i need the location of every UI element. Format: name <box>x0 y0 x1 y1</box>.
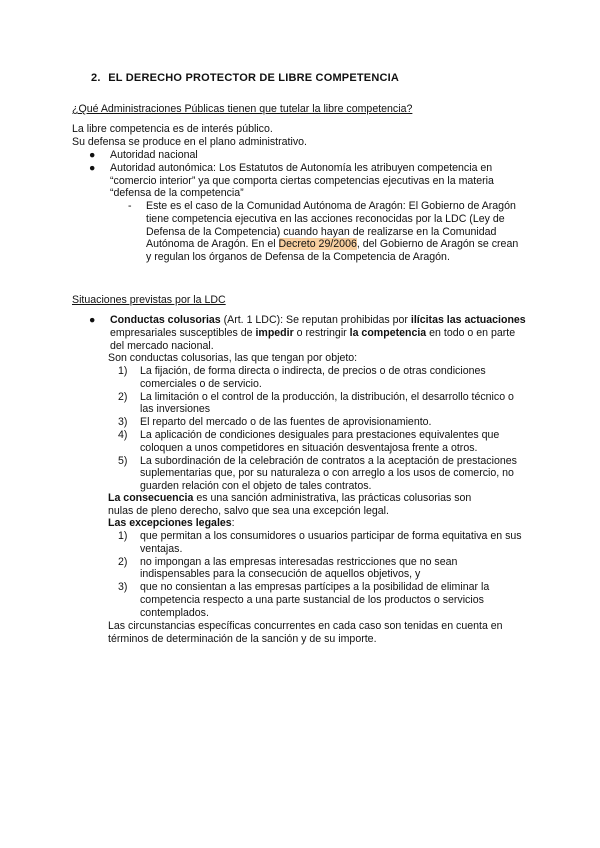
item-number: 1) <box>118 530 128 542</box>
list-item <box>72 149 532 162</box>
bullet-text: Autoridad autonómica: Los Estatutos de Autonomía les atribuyen competencia en “comercio interior” ya que comporta ciertas competencias ejecutivas en la materia “defensa de la competencia” <box>110 161 494 200</box>
item-number: 4) <box>118 428 128 441</box>
item-number: 5) <box>118 454 128 467</box>
list-item <box>108 391 528 417</box>
conductas-title: Conductas colusorias <box>110 314 221 326</box>
conductas-mid2: o restringir <box>293 326 350 339</box>
item-number: 3) <box>118 581 128 594</box>
list-item <box>108 429 528 455</box>
conductas-mid: empresariales susceptibles de <box>110 326 256 339</box>
list-item <box>108 455 528 493</box>
intro-line-2: Su defensa se produce en el plano administrativo. <box>72 136 307 148</box>
excepciones-heading <box>108 517 528 530</box>
excepciones-list <box>108 530 528 620</box>
bullet-icon: ● <box>89 314 96 326</box>
heading-title: EL DERECHO PROTECTOR DE LIBRE COMPETENCIA <box>108 72 400 84</box>
list-item <box>108 581 528 619</box>
ilicitas-text: ilícitas las actuaciones <box>410 314 526 326</box>
question-subheading: ¿Qué Administraciones Públicas tienen que tutelar la libre competencia? <box>72 103 413 115</box>
section-heading <box>91 72 399 85</box>
item-number: 2) <box>118 390 128 403</box>
item-text: La aplicación de condiciones desiguales para prestaciones equivalentes que coloquen a unos competidores en situación desventajosa frente a otros. <box>140 428 500 454</box>
item-number: 2) <box>118 555 128 568</box>
heading-number: 2. <box>91 72 101 84</box>
list-item <box>108 365 528 391</box>
item-text: que no consientan a las empresas partícipes a la posibilidad de eliminar la competencia respecto a una parte sustancial de los productos o servicios contemplados. <box>140 581 490 619</box>
competencia-text: la competencia <box>349 326 427 339</box>
consecuencia-text: es una sanción administrativa, las prácticas colusorias son nulas de pleno derecho, salvo que sea una excepción legal. <box>108 492 472 517</box>
item-text: La subordinación de la celebración de contratos a la aceptación de prestaciones suplementarias que, por su naturaleza o con arreglo a los usos de comercio, no guarden relación con el objeto de tales contratos. <box>140 454 517 493</box>
item-text: El reparto del mercado o de las fuentes de aprovisionamiento. <box>140 416 432 429</box>
intro-line-1: La libre competencia es de interés público. <box>72 123 273 135</box>
highlighted-decree: Decreto 29/2006 <box>278 238 357 251</box>
objeto-list <box>108 365 528 493</box>
dash-marker: - <box>128 200 132 212</box>
bullet-icon: ● <box>89 161 96 174</box>
authority-list <box>72 149 532 200</box>
list-item <box>108 556 528 582</box>
situations-subheading: Situaciones previstas por la LDC <box>72 294 226 306</box>
consecuencia-title: La consecuencia <box>108 492 194 504</box>
excepciones-colon: : <box>231 517 235 529</box>
list-item <box>72 314 532 352</box>
item-text: no impongan a las empresas interesadas restricciones que no sean indispensables para la consecución de aquellos objetivos, y <box>140 555 458 581</box>
item-text: que permitan a los consumidores o usuarios participar de forma equitativa en sus ventajas. <box>140 530 522 555</box>
bullet-text: Autoridad nacional <box>110 149 198 161</box>
list-item <box>108 416 528 429</box>
closing-paragraph: Las circunstancias específicas concurrentes en cada caso son tenidas en cuenta en términos de determinación de la sanción y de su importe. <box>108 620 503 645</box>
dash-text-pre: Este es el caso de la Comunidad Autónoma de Aragón: El Gobierno de Aragón tiene competencia ejecutiva en las acciones reconocidas por la LDC (Ley de Defensa de la Competencia) cuando hayan de realizarse en la Comunidad Autónoma de Aragón. En el <box>146 200 516 251</box>
dash-text-post: , del Gobierno de Aragón se crean y regulan los órganos de Defensa de la Competencia de Aragón. <box>146 238 519 264</box>
bullet-icon: ● <box>89 149 96 161</box>
item-number: 1) <box>118 365 128 377</box>
item-text: La fijación, de forma directa o indirecta, de precios o de otras condiciones comerciales o de servicio. <box>140 365 486 390</box>
situations-list <box>72 314 532 352</box>
list-item <box>72 162 532 200</box>
conductas-end: en todo o en parte del mercado nacional. <box>110 326 516 352</box>
item-text: La limitación o el control de la producción, la distribución, el desarrollo técnico o las inversiones <box>140 390 514 416</box>
conductas-ref: (Art. 1 LDC): Se reputan prohibidas por <box>220 314 411 326</box>
objeto-intro: Son conductas colusorias, las que tengan por objeto: <box>108 352 358 364</box>
consecuencia-paragraph <box>108 492 498 518</box>
list-item <box>108 530 528 556</box>
aragon-dash-item <box>128 200 520 264</box>
excepciones-title: Las excepciones legales <box>108 517 232 529</box>
item-number: 3) <box>118 416 128 429</box>
impedir-text: impedir <box>255 326 294 339</box>
